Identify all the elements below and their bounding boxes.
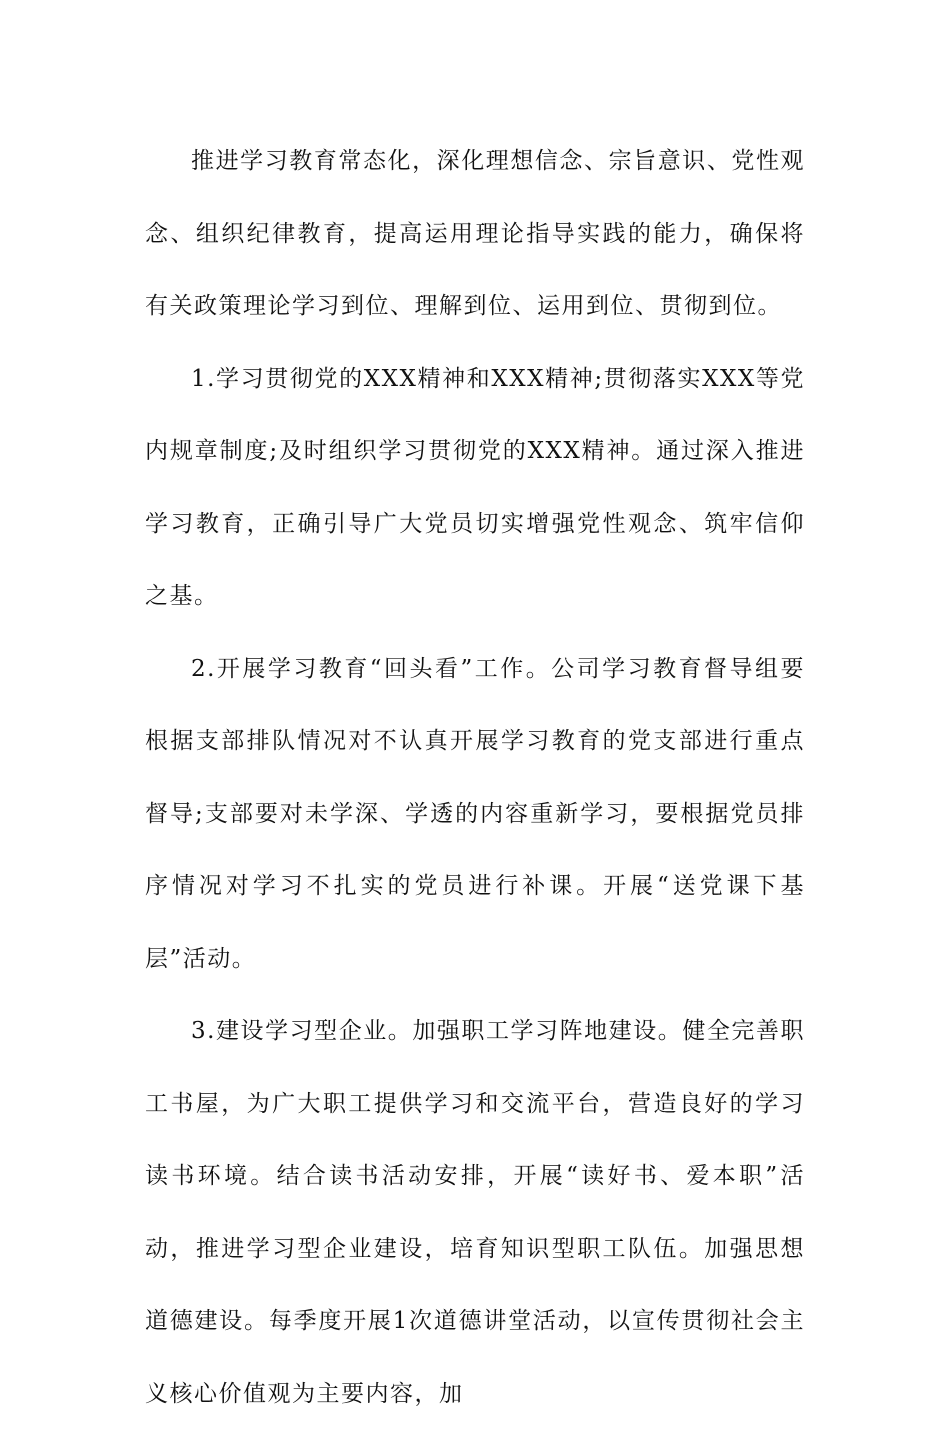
- paragraph-item-2: 2.开展学习教育“回头看”工作。公司学习教育督导组要根据支部排队情况对不认真开展学习教育的党支部进行重点督导;支部要对未学深、学透的内容重新学习，要根据党员排序情况对学习不扎实的党员进行补课。开展“送党课下基层”活动。: [145, 655, 805, 972]
- document-body: [145, 125, 805, 1430]
- paragraph-intro: 推进学习教育常态化，深化理想信念、宗旨意识、党性观念、组织纪律教育，提高运用理论指导实践的能力，确保将有关政策理论学习到位、理解到位、运用到位、贯彻到位。: [145, 148, 805, 319]
- paragraph-item-3: 3.建设学习型企业。加强职工学习阵地建设。健全完善职工书屋，为广大职工提供学习和交流平台，营造良好的学习读书环境。结合读书活动安排，开展“读好书、爱本职”活动，推进学习型企业建设，培育知识型职工队伍。加强思想道德建设。每季度开展1次道德讲堂活动，以宣传贯彻社会主义核心价值观为主要内容，加: [145, 1018, 805, 1407]
- paragraph-item-1: 1.学习贯彻党的XXX精神和XXX精神;贯彻落实XXX等党内规章制度;及时组织学习贯彻党的XXX精神。通过深入推进学习教育，正确引导广大党员切实增强党性观念、筑牢信仰之基。: [145, 365, 805, 609]
